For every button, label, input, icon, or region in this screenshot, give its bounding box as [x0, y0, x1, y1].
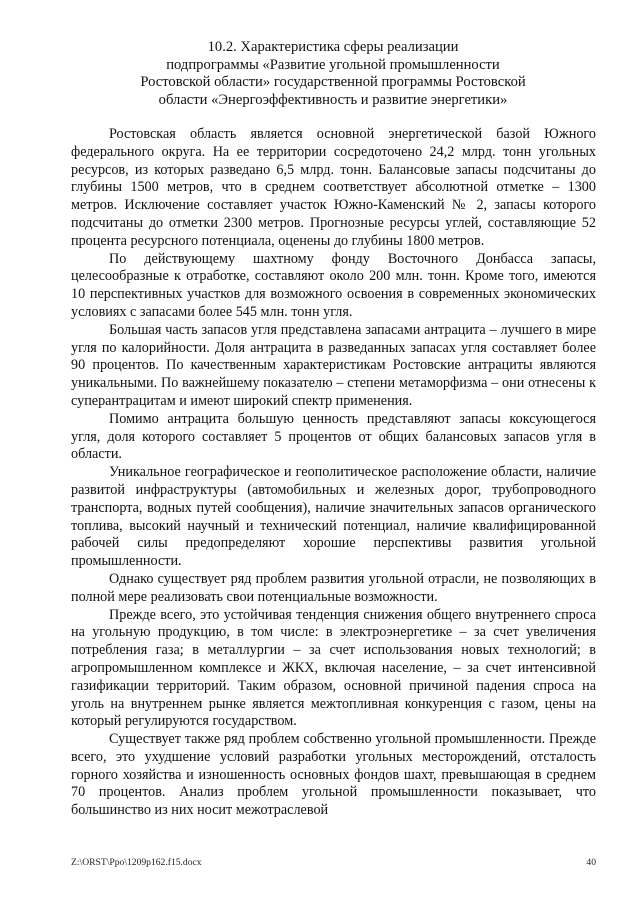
- heading-line: Ростовской области» государственной программы Ростовской: [140, 74, 526, 91]
- paragraph: Однако существует ряд проблем развития угольной отрасли, не позволяющих в полной мере реализовать свои потенциальные возможности.: [71, 570, 596, 605]
- paragraph: Помимо антрацита большую ценность представляют запасы коксующегося угля, доля которого составляет 5 процентов от общих балансовых запасов угля в области.: [71, 410, 596, 463]
- paragraph: Большая часть запасов угля представлена запасами антрацита – лучшего в мире угля по калорийности. Доля антрацита в разведанных запасах угля составляет более 90 процентов. По качественным характеристикам Ростовские антрациты являются уникальными. По важнейшему показателю – степени метаморфизма – они отнесены к суперантрацитам и имеют широкий спектр применения.: [71, 321, 596, 409]
- paragraph: Ростовская область является основной энергетической базой Южного федерального округа. На ее территории сосредоточено 24,2 млрд. тонн угольных ресурсов, из которых разведано 6,5 млрд. тонн. Балансовые запасы подсчитаны до глубины 1500 метров, что в среднем соответствует абсолютной отметке – 1300 метров. Исключение составляет участок Южно-Каменский № 2, запасы которого подсчитаны до отметки 2300 метров. Прогнозные ресурсы углей, составляющие 52 процента ресурсного потенциала, оценены до глубины 1800 метров.: [71, 126, 596, 249]
- paragraph: Прежде всего, это устойчивая тенденция снижения общего внутреннего спроса на угольную продукцию, в том числе: в электроэнергетике – за счет увеличения потребления газа; в металлургии – за счет использования новых технологий; в агропромышленном комплексе и ЖКХ, включая население, – за счет интенсивной газификации территорий. Таким образом, основной причиной падения спроса на уголь на внутреннем рынке является межтопливная конкуренция с газом, цены на который регулируются государством.: [71, 606, 596, 730]
- heading-line: 10.2. Характеристика сферы реализации: [207, 39, 459, 55]
- heading-line: области «Энергоэффективность и развитие энергетики»: [158, 91, 508, 108]
- paragraph: Уникальное географическое и геополитическое расположение области, наличие развитой инфраструктуры (автомобильных и железных дорог, трубопроводного транспорта, водных путей сообщения), наличие значительных запасов органического топлива, высокий научный и технический потенциал, наличие квалифицированной рабочей силы предопределяют хорошие перспективы развития угольной промышленности.: [71, 464, 596, 570]
- body-text: [71, 126, 596, 820]
- paragraph: По действующему шахтному фонду Восточного Донбасса запасы, целесообразные к отработке, составляют около 200 млн. тонн. Кроме того, имеются 10 перспективных участков для возможного освоения в современных экономических условиях с запасами более 545 млн. тонн угля.: [71, 250, 596, 320]
- section-heading: [66, 39, 600, 109]
- paragraph: Существует также ряд проблем собственно угольной промышленности. Прежде всего, это ухудшение условий разработки угольных месторождений, отсталость горного хозяйства и изношенность основных фондов шахт, превышающая в среднем 70 процентов. Анализ проблем угольной промышленности показывает, что большинство из них носит межотраслевой: [71, 731, 596, 819]
- page-number: 40: [586, 857, 596, 868]
- file-path: Z:\ORST\Ppo\1209p162.f15.docx: [71, 857, 202, 868]
- heading-line: подпрограммы «Развитие угольной промышленности: [166, 56, 500, 73]
